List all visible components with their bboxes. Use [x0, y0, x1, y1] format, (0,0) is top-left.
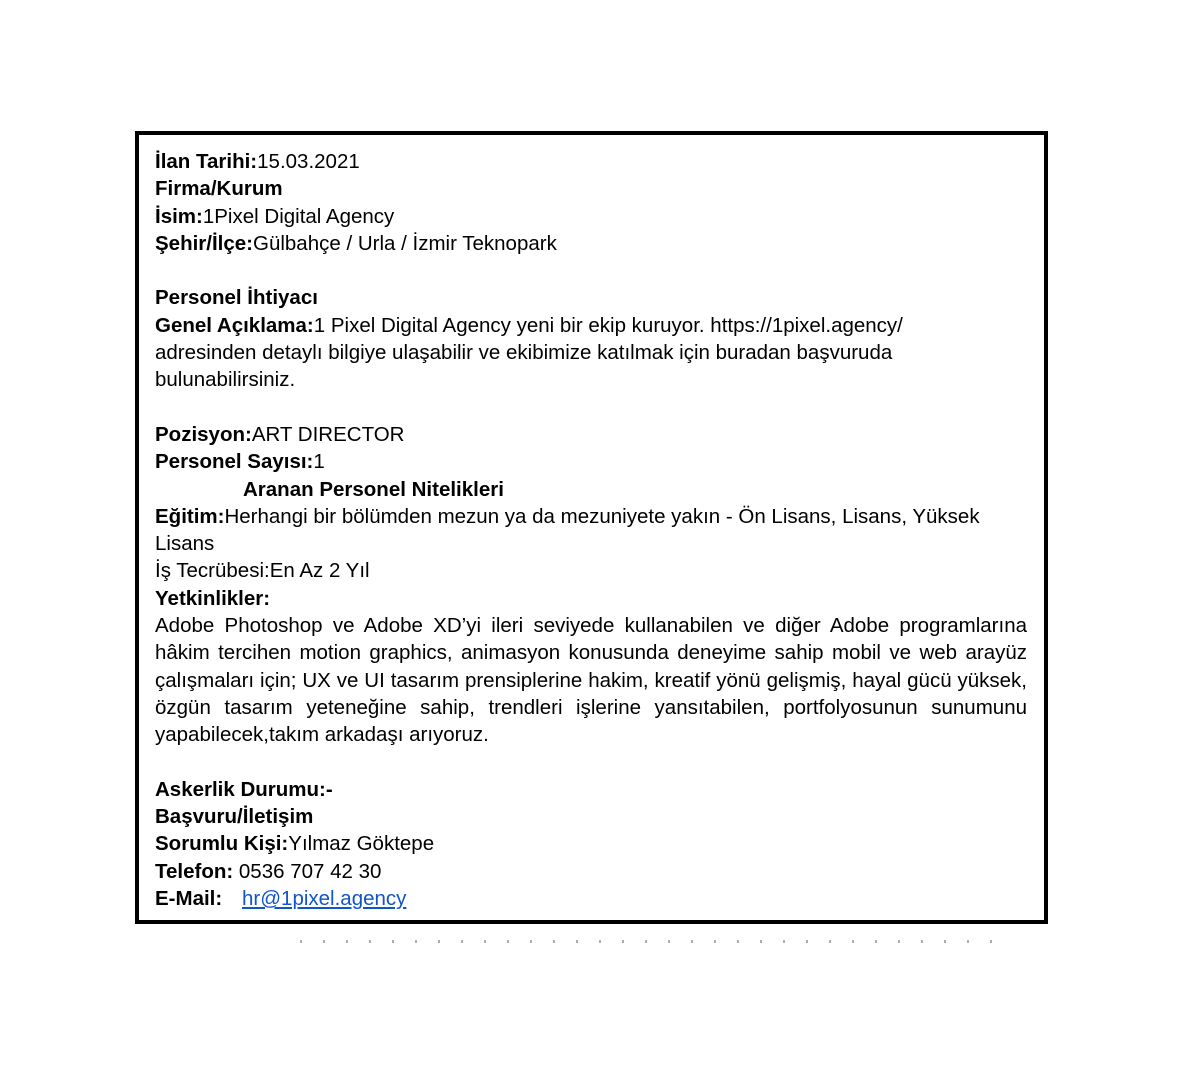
education-line-2: Lisans — [155, 532, 215, 556]
job-listing-box — [135, 131, 1048, 924]
apply-heading: Başvuru/İletişim — [155, 805, 314, 829]
phone-label: Telefon: — [155, 859, 234, 883]
contact-person-value: Yılmaz Göktepe — [288, 832, 435, 856]
qualifications-heading-row — [155, 476, 1027, 503]
company-name-value: 1Pixel Digital Agency — [202, 204, 395, 228]
company-city-value: Gülbahçe / Urla / İzmir Teknopark — [253, 231, 557, 255]
listing-date-label: İlan Tarihi: — [155, 150, 258, 173]
general-description-line-1: 1 Pixel Digital Agency yeni bir ekip kuruyor. https://1pixel.agency/ — [313, 313, 903, 337]
contact-person-label: Sorumlu Kişi: — [155, 832, 289, 856]
company-city-row — [155, 230, 1027, 257]
position-label: Pozisyon: — [155, 422, 252, 446]
spacer — [155, 749, 1027, 776]
email-row — [155, 885, 1027, 912]
spacer — [155, 257, 1027, 284]
listing-date-row — [155, 148, 1027, 175]
company-name-row — [155, 203, 1027, 230]
education-label: Eğitim: — [155, 504, 225, 528]
personnel-count-row — [155, 448, 1027, 475]
company-heading-row — [155, 175, 1027, 202]
general-description-line-2: adresinden detaylı bilgiye ulaşabilir ve ekibimize katılmak için buradan başvuruda — [155, 341, 893, 365]
skills-heading-row — [155, 585, 1027, 612]
personnel-count-value: 1 — [313, 450, 325, 474]
phone-row — [155, 858, 1027, 885]
company-name-label: İsim: — [155, 204, 203, 228]
listing-date-value: 15.03.2021 — [257, 150, 360, 173]
qualifications-heading: Aranan Personel Nitelikleri — [243, 477, 504, 501]
general-description-line-3: bulunabilirsiniz. — [155, 368, 296, 392]
spacer — [155, 394, 1027, 421]
education-line-1: Herhangi bir bölümden mezun ya da mezuniyete yakın - Ön Lisans, Lisans, Yüksek — [224, 504, 980, 528]
email-label: E-Mail: — [155, 887, 223, 911]
job-listing-content — [155, 148, 1027, 912]
need-heading-row — [155, 284, 1027, 311]
email-link[interactable]: hr@1pixel.agency — [242, 887, 407, 911]
general-description-label: Genel Açıklama: — [155, 313, 314, 337]
experience-row: İş Tecrübesi:En Az 2 Yıl — [155, 559, 370, 583]
apply-heading-row — [155, 803, 1027, 830]
education-row — [155, 503, 1027, 530]
skills-label: Yetkinlikler: — [155, 586, 271, 610]
phone-value: 0536 707 42 30 — [233, 859, 382, 883]
position-row — [155, 421, 1027, 448]
company-heading: Firma/Kurum — [155, 177, 283, 201]
military-status-row — [155, 776, 1027, 803]
general-description-row — [155, 312, 1027, 339]
need-heading: Personel İhtiyacı — [155, 286, 318, 310]
position-value: ART DIRECTOR — [251, 422, 405, 446]
military-status-label: Askerlik Durumu:- — [155, 777, 333, 801]
personnel-count-label: Personel Sayısı: — [155, 450, 314, 474]
skills-paragraph: Adobe Photoshop ve Adobe XD’yi ileri seviyede kullanabilen ve diğer Adobe programlarına hâkim tercihen motion graphics, animasyon konusunda deneyime sahip mobil ve web arayüz çalışmaları için; UX ve UI tasarım prensiplerine hakim, kreatif yönü gelişmiş, hayal gücü yüksek, özgün tasarım yeteneğine sahip, trendleri işlerine yansıtabilen, portfolyosunun sunumunu yapabilecek,takım arkadaşı arıyoruz. — [155, 614, 1027, 747]
company-city-label: Şehir/İlçe: — [155, 231, 253, 255]
scan-residue-line — [300, 940, 1000, 943]
contact-person-row — [155, 830, 1027, 857]
